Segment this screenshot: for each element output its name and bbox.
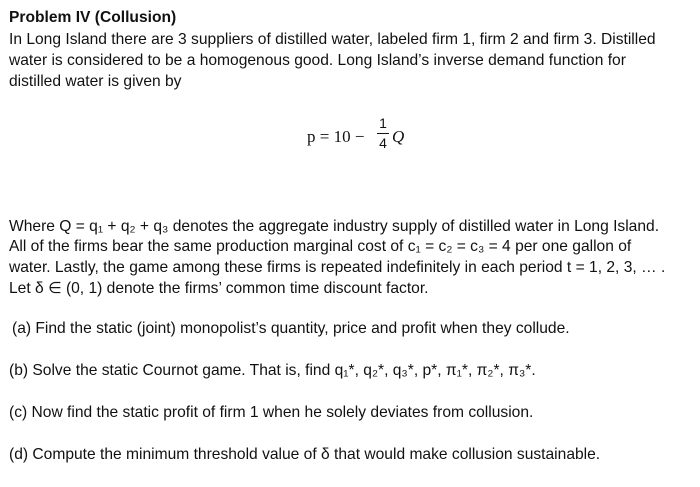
intro-line-2: water is considered to be a homogenous good. Long Island’s inverse demand function for	[9, 52, 626, 69]
part-a: (a) Find the static (joint) monopolist’s quantity, price and profit when they collude.	[12, 320, 570, 337]
body-line-2: All of the firms bear the same production marginal cost of c₁ = c₂ = c₃ = 4 per one gallon of	[9, 238, 632, 255]
equation-fraction	[377, 115, 389, 152]
part-d: (d) Compute the minimum threshold value of δ that would make collusion sustainable.	[9, 446, 601, 463]
fraction-bar	[377, 133, 389, 134]
fraction-numerator: 1	[379, 115, 387, 131]
body-line-3: water. Lastly, the game among these firms is repeated indefinitely in each period t = 1, 2, 3, … .	[9, 259, 666, 276]
part-b: (b) Solve the static Cournot game. That is, find q₁*, q₂*, q₃*, p*, π₁*, π₂*, π₃*.	[9, 362, 536, 379]
equation-variable: Q	[392, 127, 405, 146]
intro-line-3: distilled water is given by	[9, 73, 182, 90]
part-c: (c) Now find the static profit of firm 1 when he solely deviates from collusion.	[9, 404, 534, 421]
inverse-demand-equation	[307, 115, 427, 163]
body-line-1: Where Q = q₁ + q₂ + q₃ denotes the aggregate industry supply of distilled water in Long Island.	[9, 218, 660, 235]
equation-lhs: p = 10 −	[307, 127, 365, 146]
fraction-denominator: 4	[379, 135, 387, 151]
problem-title: Problem IV (Collusion)	[9, 9, 177, 26]
body-line-4: Let δ ∈ (0, 1) denote the firms’ common time discount factor.	[9, 280, 429, 297]
intro-line-1: In Long Island there are 3 suppliers of distilled water, labeled firm 1, firm 2 and firm 3. Distilled	[9, 31, 656, 48]
